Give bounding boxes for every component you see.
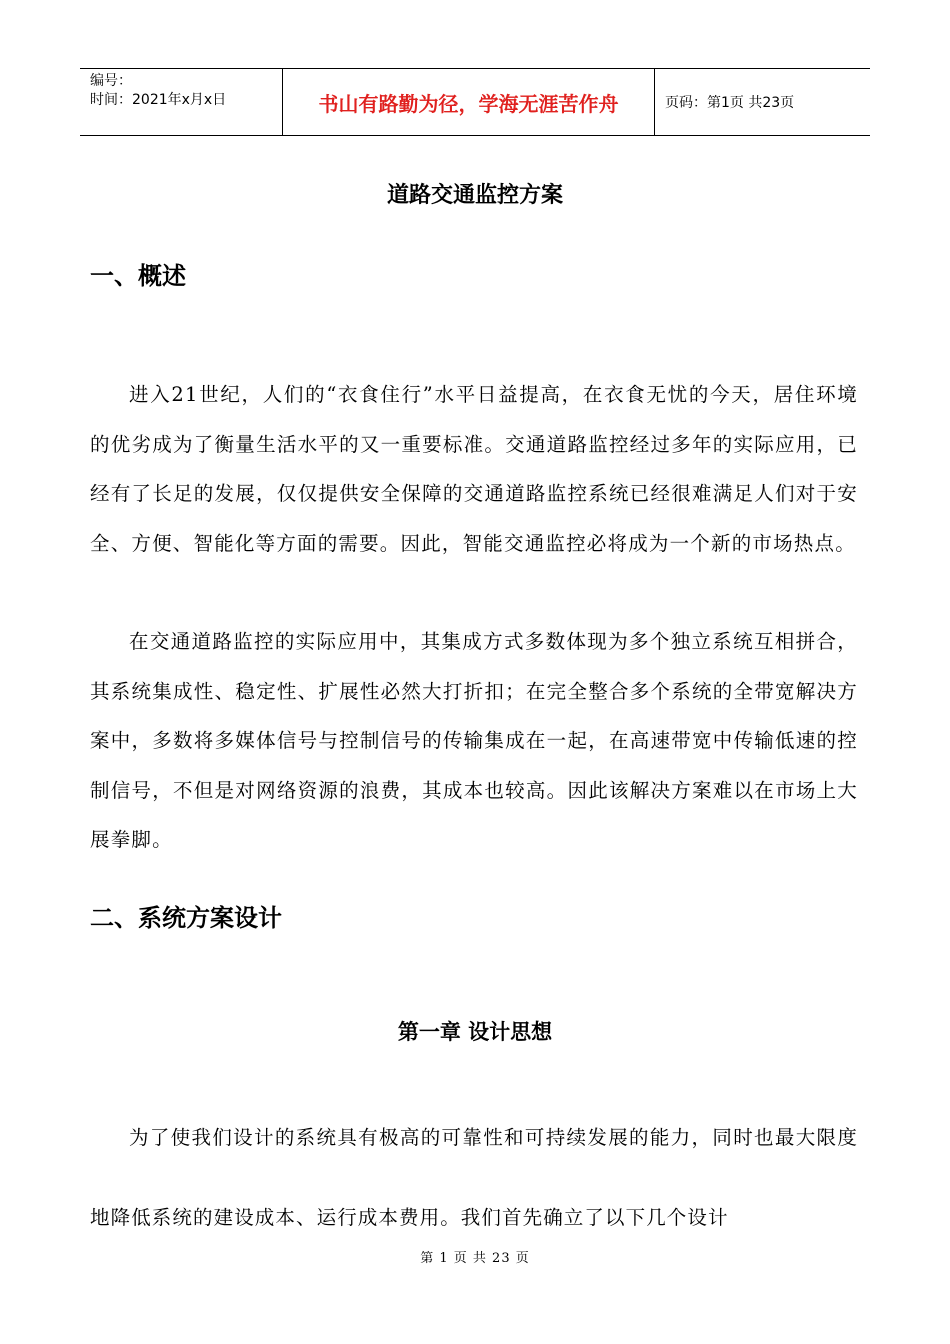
paragraph: 为了使我们设计的系统具有极高的可靠性和可持续发展的能力，同时也最大限度地降低系统的建设成本、运行成本费用。我们首先确立了以下几个设计 xyxy=(90,1126,858,1229)
page-footer: 第 1 页 共 23 页 xyxy=(420,1251,530,1266)
section-heading-design: 二、系统方案设计 xyxy=(90,904,282,932)
paragraph: 进入21世纪，人们的“衣食住行”水平日益提高，在衣食无忧的今天，居住环境的优劣成为了衡量生活水平的又一重要标准。交通道路监控经过多年的实际应用，已经有了长足的发展，仅仅提供安全保障的交通道路监控系统已经很难满足人们对于安全、方便、智能化等方面的需要。因此，智能交通监控必将成为一个新的市场热点。 xyxy=(90,383,858,555)
header-table xyxy=(80,68,870,136)
header-meta xyxy=(80,69,282,135)
document-title: 道路交通监控方案 xyxy=(386,183,563,208)
number-label: 编号： xyxy=(90,73,132,89)
paragraph: 在交通道路监控的实际应用中，其集成方式多数体现为多个独立系统互相拼合，其系统集成性、稳定性、扩展性必然大打折扣；在完全整合多个系统的全带宽解决方案中，多数将多媒体信号与控制信号的传输集成在一起，在高速带宽中传输低速的控制信号，不但是对网络资源的浪费，其成本也较高。因此该解决方案难以在市场上大展拳脚。 xyxy=(90,630,858,852)
header-page-info: 页码：第1页 共23页 xyxy=(665,95,795,111)
chapter-heading: 第一章 设计思想 xyxy=(397,1020,553,1044)
date-label: 时间：2021年x月x日 xyxy=(90,92,227,108)
section-heading-overview: 一、概述 xyxy=(90,262,186,290)
header-motto: 书山有路勤为径，学海无涯苦作舟 xyxy=(282,69,655,135)
